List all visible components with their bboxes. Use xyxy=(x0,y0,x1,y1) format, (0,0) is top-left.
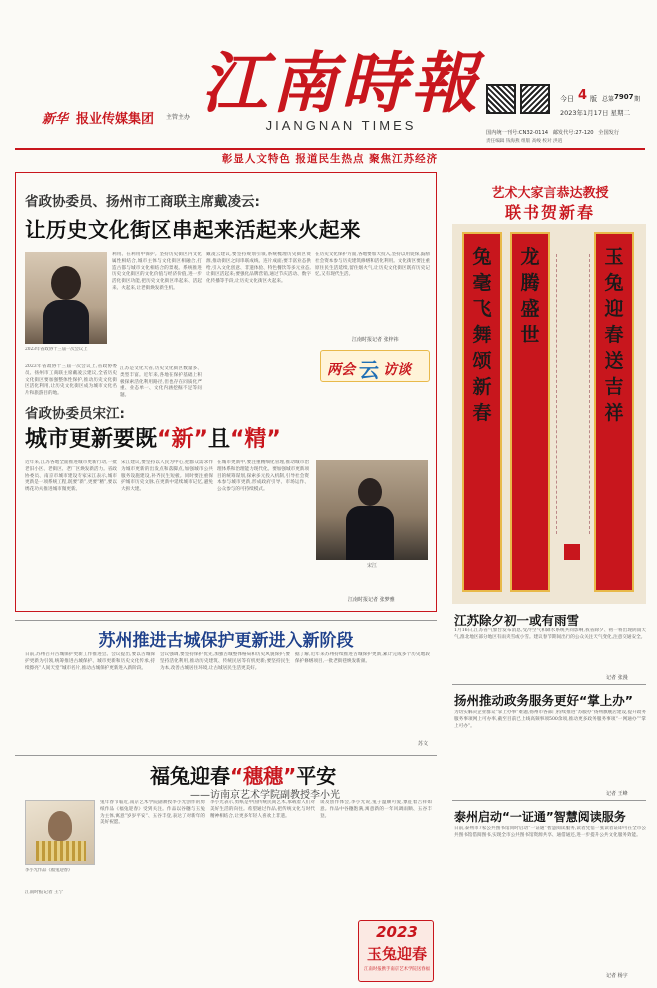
today-unit: 版 xyxy=(590,95,597,103)
couplet-left-text: 兔毫飞舞颂新春 xyxy=(472,246,492,424)
ancient-headline: 苏州推进古城保护更新进入新阶段 xyxy=(98,631,354,651)
couplet-middle xyxy=(510,232,550,592)
today-label: 今日 xyxy=(560,95,574,103)
divider-ancient xyxy=(15,620,437,621)
taizhou-body: 日前,泰州市7家公共图书馆同时启动“一证通”智慧阅读服务,读者凭借一张读者证即可在全市公共图书馆借阅图书,实现全市公共图书馆资源共享、通借通还,进一步提升公共文化服务效能。 xyxy=(454,826,646,838)
second-headline-q1: “新” xyxy=(157,427,208,452)
lead-body-4: 戴凌云建议,要坚持规划引领,系统梳理历史街区资源,推动街区之间串联成线、连片成面;要丰富业态供给,引入文化创意、非遗体验、特色餐饮等多元业态,让街区活起来;要强化品牌营销,通过节庆活动、数字化传播等手段,让历史文化街区火起来。 xyxy=(206,252,311,285)
second-photo-head xyxy=(358,478,382,506)
badge-text-c: 访谈 xyxy=(383,362,411,378)
divider-yangzhou xyxy=(452,684,646,685)
second-photo xyxy=(316,460,428,560)
couplet-left xyxy=(462,232,502,592)
issue-suffix: 期 xyxy=(634,96,641,103)
stamp-sub: 江南时报携手南京艺术学院送春福 xyxy=(364,967,430,972)
interview-photo xyxy=(25,800,95,865)
lead-body-3: 江苏是文化大省,历史文化街区数量多、类型丰富。近年来,各地在保护基础上积极探索活化利用路径,但也存在同质化严重、业态单一、文化内涵挖掘不足等问题。 xyxy=(120,366,202,399)
masthead-title-block xyxy=(200,40,482,135)
ancient-reporter: 苏文 xyxy=(418,741,429,747)
cn-code: 国内统一刊号:CN32-0114 xyxy=(486,130,549,136)
issue-label: 总第 xyxy=(602,96,615,103)
interview-headline xyxy=(150,760,336,789)
publisher-block xyxy=(42,108,192,130)
lead-headline: 让历史文化街区串起来活起来火起来 xyxy=(25,218,361,242)
art-headline-b: 联书贺新春 xyxy=(504,203,595,222)
ancient-body-2: 会议强调,要坚持保护优先,加强古城整体格局和历史风貌保护;要坚持活化利用,推动历史建筑、传统民居等有机更新;要坚持民生为本,改善古城居住环境,让古城居民生活更美好。 xyxy=(160,652,290,671)
qr-code-left xyxy=(486,84,516,114)
interview-headline-q: “穗穗” xyxy=(230,764,297,788)
second-photo-caption: 宋江 xyxy=(366,563,377,569)
ancient-body-1: 日前,苏州召开古城保护更新工作推进会。会议提出,要以古城保护更新为引领,统筹推进古城保护、城市更新和历史文化传承,持续擦亮“人间天堂”城市名片,推动古城保护更新进入新阶段。 xyxy=(25,652,155,671)
couplet-right xyxy=(594,232,634,592)
couplet-right-text: 玉兔迎春送吉祥 xyxy=(604,246,624,424)
interview-headline-a: 福兔迎春 xyxy=(150,764,230,788)
divider-interview xyxy=(15,755,437,756)
lead-body-2: 2023年省政协十三届一次会议上,省政协委员、扬州市工商联主席戴凌云建议,全省历史文化街区要加强整体性保护,推动历史文化街区活化利用,让历史文化街区成为城市文化名片和旅游目的地。 xyxy=(25,364,117,397)
masthead-title: 江南時報 xyxy=(201,44,481,122)
editors: 责任编辑 钱海燕 组版 高峻 校对 洪逍 xyxy=(486,139,563,144)
lead-body-5: 在历史文化保护方面,各地要加大投入,坚持以用促保,鼓励社会资本参与历史建筑修缮和活化利用。文化街区要注重原住民生活延续,留住烟火气,让历史文化街区既有历史记忆,又有现代生活。 xyxy=(315,252,430,278)
second-reporter: 江南时报记者 张梦雅 xyxy=(348,597,395,603)
rabbit-figure xyxy=(48,811,72,841)
issue-date: 2023年1月17日 星期二 xyxy=(560,109,631,117)
second-photo-body xyxy=(346,506,394,560)
interview-body-2: 李小光表示,剪纸是中国传统民间艺术,承载着人们对美好生活的向往。希望通过作品,把传统文化与时代精神相结合,让更多年轻人喜欢上非遗。 xyxy=(210,800,315,819)
masthead-rule xyxy=(15,148,645,150)
interview-body-3: 谈及创作体会,李小光说,兔子温顺可爱,象征着吉祥如意。作品中谷穗饱满,寓意新的一年风调雨顺、五谷丰登。 xyxy=(320,800,432,819)
second-headline-q2: “精” xyxy=(229,427,281,452)
publisher-prefix: 新华 xyxy=(42,112,69,127)
art-headline-a: 艺术大家言恭达教授 xyxy=(491,186,609,201)
yangzhou-reporter: 记者 王峰 xyxy=(606,791,628,797)
today-pages: 4 xyxy=(578,88,588,103)
issue-info xyxy=(560,88,650,118)
photo-body xyxy=(43,300,89,344)
couplet-top-text: 龙腾盛世 xyxy=(520,246,540,346)
weather-headline: 江苏除夕初一或有雨雪 xyxy=(454,613,580,628)
interview-reporter-col xyxy=(25,890,95,980)
second-body-1: 近年来,江苏各地全面推进城市更新行动,一批老旧小区、老街区、老厂区焕发新活力。省政协委员、南京市城市建设专家宋江表示,城市更新是一项系统工程,既要“新”,更要“精”,要以绣花功夫推进城市微更新。 xyxy=(25,460,117,493)
interview-headline-b: 平安 xyxy=(296,764,337,788)
second-headline-a: 城市更新要既 xyxy=(25,427,158,452)
lianghui-badge xyxy=(320,350,430,382)
divider-taizhou xyxy=(452,800,646,801)
taizhou-reporter: 记者 杨宇 xyxy=(606,973,628,979)
qr-code-right xyxy=(520,84,550,114)
interview-reporter: 江南时报记者 王宁 xyxy=(25,890,64,895)
interview-subhead: ——访南京艺术学院副教授李小光 xyxy=(190,790,340,801)
couplet-inscription xyxy=(556,254,590,534)
lead-photo xyxy=(25,252,107,344)
publisher-name: 报业传媒集团 xyxy=(76,112,155,127)
couplet-panel xyxy=(452,224,646,604)
second-headline xyxy=(25,422,281,453)
stamp-year: 2023 xyxy=(376,923,418,941)
weather-body: 1月16日,江苏省气象台发布消息,受冷空气和降水系统共同影响,我省除夕、初一将出现阴雨天气,淮北地区部分地区有雨夹雪或小雪。建议春节期间出行的公众关注天气变化,注意交通安全。 xyxy=(454,628,646,640)
taizhou-headline: 泰州启动“一证通”智慧阅读服务 xyxy=(454,810,626,824)
publisher-role: 主管主办 xyxy=(166,114,191,121)
second-body-3: 在城市更新中,要注重精细化管理,推动城市治理体系和治理能力现代化。要加强城市更新项目的统筹谋划,探索多元投入机制,引导社会资本参与城市更新,形成政府引导、市场运作、公众参与的可持续模式。 xyxy=(217,460,309,493)
interview-photo-caption: 李小光作品《福兔迎春》 xyxy=(25,868,73,873)
lead-kicker: 省政协委员、扬州市工商联主席戴凌云: xyxy=(25,194,260,210)
weather-reporter: 记者 张漫 xyxy=(606,675,628,681)
masthead-title-en: JIANGNAN TIMES xyxy=(265,118,417,133)
rabbit-year-stamp xyxy=(358,920,434,982)
post-code: 邮发代号:27-120 xyxy=(552,130,594,136)
stamp-text: 玉兔迎春 xyxy=(366,945,427,963)
grain-pattern xyxy=(36,841,86,861)
seal-stamp xyxy=(564,544,580,560)
issue-no: 7907 xyxy=(614,93,634,101)
photo-head xyxy=(51,266,81,300)
lead-reporter: 江南时报记者 张梓祎 xyxy=(352,337,399,343)
masthead xyxy=(0,0,657,172)
lead-photo-caption: 2023年省政协十三届一次会议上 xyxy=(25,347,88,352)
badge-text-b: 云 xyxy=(359,358,379,382)
lead-body-1: 利用、在利用中保护。坚持历史街区内文化属性相结合,城市主体与文化街区相融合,打造古都与城市文化相结合的景观。系统推进历史文化街区的文化价值与经济价值,进一步活化街区功能,把历史文化街区串起来、活起来、火起来,让老街焕发新生机。 xyxy=(112,252,202,291)
second-kicker: 省政协委员宋江: xyxy=(25,406,125,422)
second-headline-b: 且 xyxy=(207,427,230,452)
interview-body-1: 兔年春节临近,南京艺术学院副教授李小光创作的剪纸作品《福兔迎春》受到关注。作品以谷穗与玉兔为主体,寓意“岁岁平安”、五谷丰登,表达了对新年的美好祝愿。 xyxy=(100,800,205,826)
yangzhou-headline: 扬州推动政务服务更好“掌上办” xyxy=(454,693,633,708)
badge-text-a: 两会 xyxy=(327,362,355,378)
masthead-slogan: 彰显人文特色 报道民生热点 聚焦江苏经济 xyxy=(221,153,439,165)
distribution: 全国发行 xyxy=(598,130,620,136)
yangzhou-body: 为切实解决企业群众“掌上办事”难题,扬州市各部门持续推进“苏服办”扬州旗舰店建设,提升政务服务事项网上可办率,截至目前已上线高频事项500余项,推动更多政务服务事项“一网通办”“掌上可办”。 xyxy=(454,710,646,729)
second-body-2: 宋江建议,要坚持以人民为中心,把群众需求作为城市更新的出发点和落脚点,加强城市公共服务设施建设,补齐民生短板。同时要注重保护城市历史文脉,在更新中延续城市记忆,避免大拆大建。 xyxy=(121,460,213,493)
ancient-body-3: 据了解,近年来苏州持续推进古城保护更新,累计完成多个历史地段保护修缮项目,一批老街巷焕发新颜。 xyxy=(295,652,430,664)
